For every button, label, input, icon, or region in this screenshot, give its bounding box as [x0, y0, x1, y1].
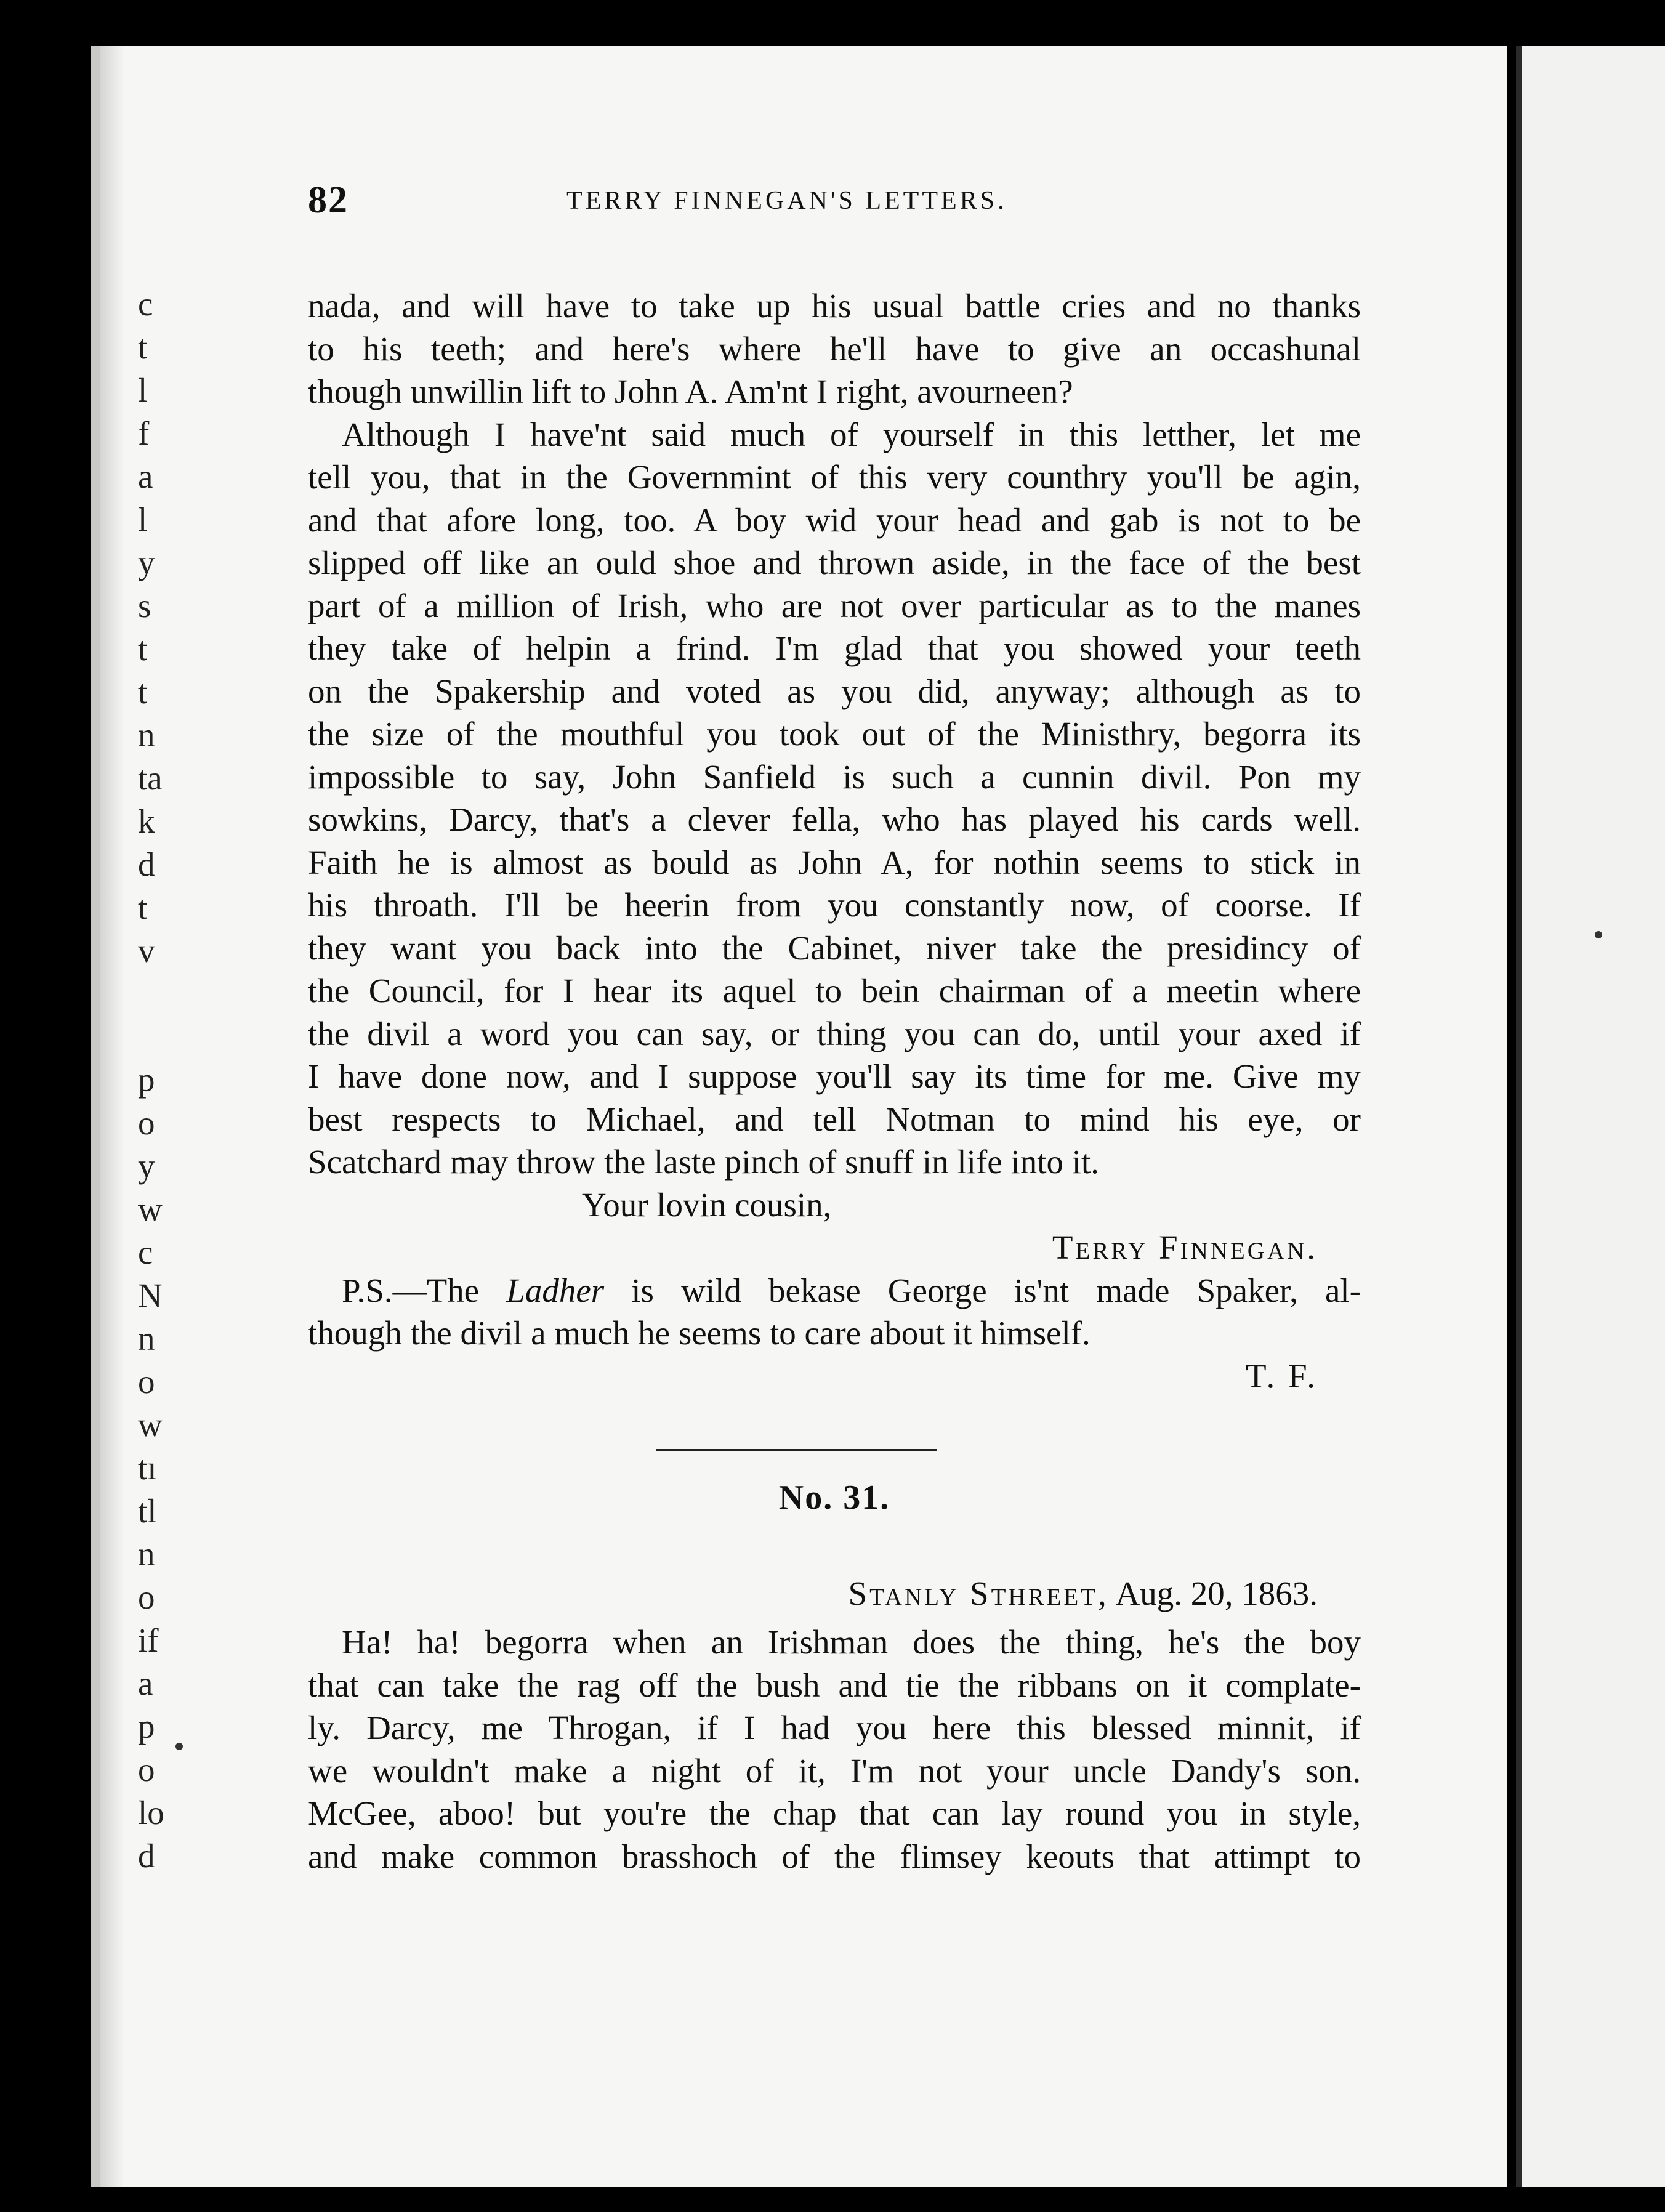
postscript-rest: is wild bekase George is'nt made Spaker, al-	[604, 1271, 1361, 1309]
text-line: slipped off like an ould shoe and thrown aside, in the face of the best	[308, 544, 1361, 581]
text-line: ly. Darcy, me Throgan, if I had you here this blessed minnit, if	[308, 1709, 1361, 1746]
next-page-fragment: p	[138, 1061, 155, 1099]
next-page-fragment: w	[138, 1190, 163, 1228]
text-line: we wouldn't make a night of it, I'm not your uncle Dandy's son.	[308, 1751, 1361, 1790]
next-page-fragment: t	[138, 673, 148, 711]
next-page-fragment: if	[138, 1621, 159, 1659]
next-page-fragment: tı	[138, 1449, 157, 1487]
next-page-fragment: n	[138, 716, 155, 754]
text-line: I have done now, and I suppose you'll say its time for me. Give my	[308, 1057, 1361, 1095]
text-line: nada, and will have to take up his usual battle cries and no thanks	[308, 287, 1361, 325]
text-line: they want you back into the Cabinet, niver take the presidincy of	[308, 929, 1361, 967]
next-page-fragment: N	[138, 1277, 163, 1314]
next-page-fragment: y	[138, 1147, 155, 1185]
next-page-fragment: d	[138, 846, 155, 883]
text-line: McGee, aboo! but you're the chap that can lay round you in style,	[308, 1794, 1361, 1832]
next-page-fragment: l	[138, 501, 148, 538]
text-line: best respects to Michael, and tell Notman to mind his eye, or	[308, 1100, 1361, 1138]
scan-speck	[175, 1743, 183, 1750]
page-number: 82	[308, 179, 349, 221]
next-page-fragment: o	[138, 1104, 155, 1142]
text-line: the size of the mouthful you took out of the Ministhry, begorra its	[308, 715, 1361, 753]
next-page-fragment: p	[138, 1708, 155, 1745]
text-line: the divil a word you can say, or thing you can do, until your axed if	[308, 1014, 1361, 1052]
section-divider	[656, 1449, 937, 1451]
text-line: part of a million of Irish, who are not over particular as to the manes	[308, 586, 1361, 624]
text-line: they take of helpin a frind. I'm glad that you showed your teeth	[308, 629, 1361, 667]
text-line: though unwillin lift to John A. Am'nt I right, avourneen?	[308, 373, 1073, 410]
next-page-fragment: ta	[138, 759, 163, 797]
postscript-initials: T. F.	[1246, 1357, 1318, 1395]
next-page-fragment: t	[138, 630, 148, 668]
next-page-fragment: c	[138, 1233, 153, 1271]
postscript	[308, 1269, 1361, 1355]
running-header	[308, 179, 1355, 240]
paragraph-2	[308, 413, 1361, 1184]
next-page-edge	[1516, 46, 1665, 2187]
next-page-fragment: o	[138, 1363, 155, 1400]
next-page-fragment: k	[138, 802, 155, 840]
text-line: Although I have'nt said much of yourself in this letther, let me	[342, 415, 1361, 453]
text-line: Ha! ha! begorra when an Irishman does the thing, he's the boy	[342, 1623, 1361, 1661]
next-page-fragment: o	[138, 1751, 155, 1788]
letter-continued	[308, 285, 1361, 1397]
text-line: sowkins, Darcy, that's a clever fella, who has played his cards well.	[308, 801, 1361, 838]
next-page-fragment: o	[138, 1578, 155, 1616]
next-page-fragment: c	[138, 285, 153, 323]
next-page-fragment: d	[138, 1837, 155, 1875]
scan-speck	[1595, 931, 1602, 938]
letter-31	[308, 1621, 1361, 1878]
next-page-fragment: f	[138, 414, 150, 452]
postscript-newspaper-title: Ladher	[506, 1271, 605, 1309]
paragraph-1	[308, 285, 1361, 413]
text-line: and make common brasshoch of the flimsey keouts that attimpt to	[308, 1837, 1361, 1875]
dateline-place: Stanly Sthreet,	[848, 1575, 1109, 1612]
next-page-fragment: y	[138, 544, 155, 581]
dateline	[308, 1574, 1318, 1613]
running-title: TERRY FINNEGAN'S LETTERS.	[566, 187, 1007, 215]
letter-salutation: Your lovin cousin,	[582, 1185, 832, 1224]
next-page-fragment: lo	[138, 1794, 164, 1831]
next-page-fragment: w	[138, 1406, 163, 1443]
next-page-fragment: tl	[138, 1492, 157, 1530]
text-line: Scatchard may throw the laste pinch of snuff in life into it.	[308, 1143, 1100, 1181]
text-line: impossible to say, John Sanfield is such a cunnin divil. Pon my	[308, 757, 1361, 796]
text-line: his throath. I'll be heerin from you constantly now, of coorse. If	[308, 886, 1361, 924]
next-page-fragment: t	[138, 328, 148, 366]
letter-signature: Terry Finnegan.	[1052, 1229, 1318, 1266]
text-line: on the Spakership and voted as you did, anyway; although as to	[308, 672, 1361, 710]
next-page-fragment: n	[138, 1535, 155, 1573]
section-heading: No. 31.	[778, 1479, 890, 1517]
text-line: tell you, that in the Governmint of this very counthry you'll be agin,	[308, 458, 1361, 496]
text-line: that can take the rag off the bush and tie the ribbans on it complate-	[308, 1666, 1361, 1704]
text-line: Faith he is almost as bould as John A, for nothin seems to stick in	[308, 843, 1361, 881]
next-page-fragment: v	[138, 932, 155, 969]
postscript-lead: P.S.—The	[342, 1271, 507, 1309]
dateline-date: Aug. 20, 1863.	[1108, 1575, 1318, 1612]
next-page-fragment: a	[138, 458, 153, 495]
text-line: to his teeth; and here's where he'll have to give an occashunal	[308, 329, 1361, 368]
next-page-fragment: a	[138, 1665, 153, 1702]
postscript-line	[308, 1269, 1361, 1312]
text-line: and that afore long, too. A boy wid your head and gab is not to be	[308, 501, 1361, 539]
next-page-fragment: s	[138, 587, 151, 624]
next-page-fragment: n	[138, 1320, 155, 1357]
text-line: the Council, for I hear its aquel to bein chairman of a meetin where	[308, 972, 1361, 1009]
page-gutter-shadow	[100, 46, 124, 2187]
postscript-line: though the divil a much he seems to care about it himself.	[308, 1314, 1091, 1352]
next-page-fragment: l	[138, 371, 148, 409]
next-page-fragment: t	[138, 889, 148, 926]
page-fold-shadow	[1516, 46, 1522, 2187]
